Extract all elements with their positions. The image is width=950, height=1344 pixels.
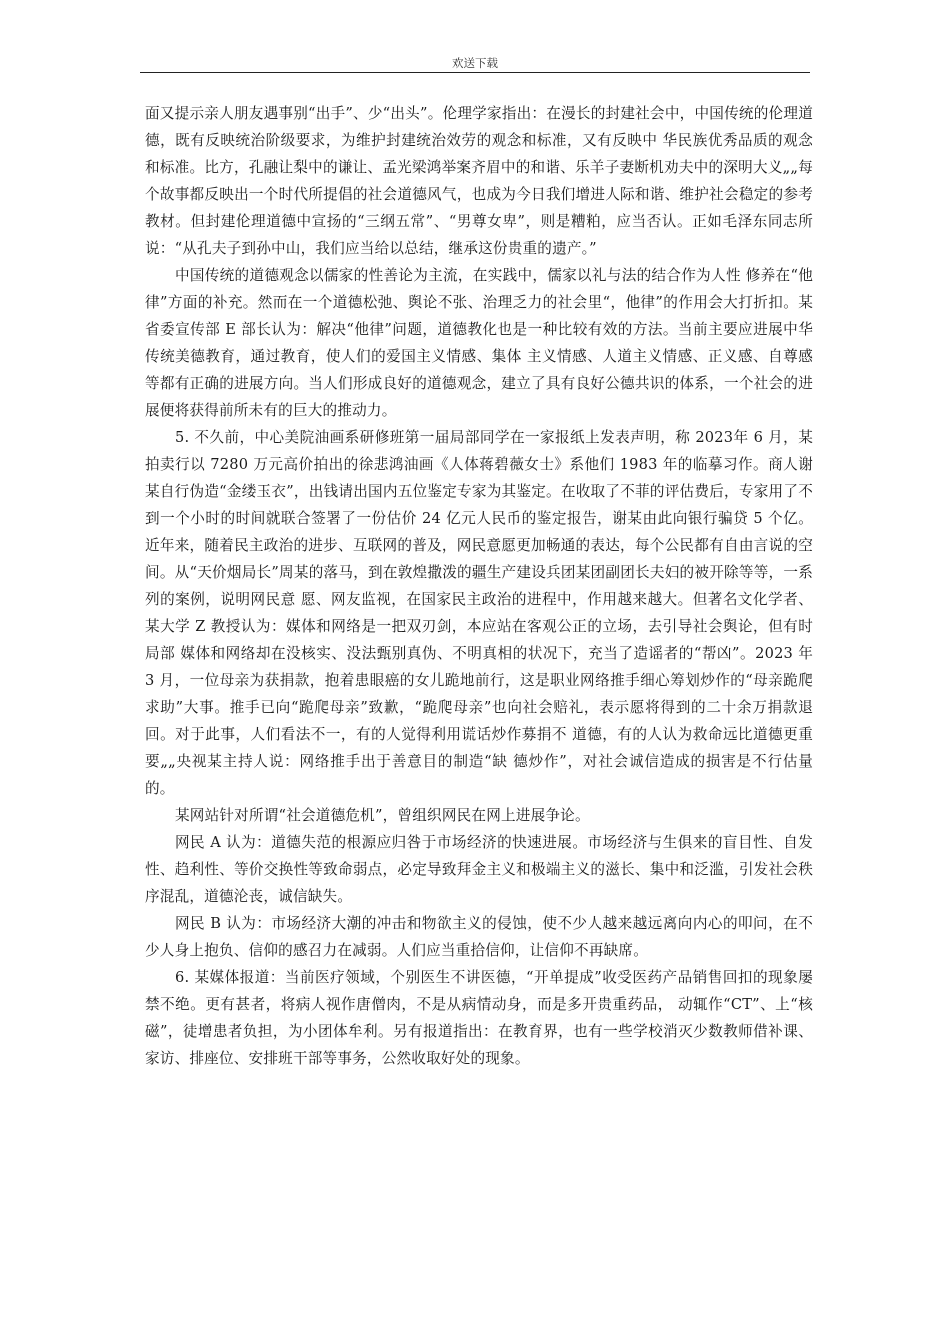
document-body xyxy=(145,100,813,1072)
paragraph-3: 5. 不久前，中心美院油画系研修班第一届局部同学在一家报纸上发表声明，称 2023年 6 月，某拍卖行以 7280 万元高价拍出的徐悲鸿油画《人体蒋碧薇女士》系他们 1983 年的临摹习作。商人谢某自行伪造“金缕玉衣”，出钱请出国内五位鉴定专家为其鉴定。在收取了不菲的评估费后，专家用了不到一个小时的时间就联合签署了一份估价 24 亿元人民币的鉴定报告，谢某由此向银行骗贷 5 个亿。近年来，随着民主政治的进步、互联网的普及，网民意愿更加畅通的表达，每个公民都有自由言说的空间。从“天价烟局长”周某的落马，到在敦煌撒泼的疆生产建设兵团某团副团长夫妇的被开除等等，一系列的案例，说明网民意 愿、网友监视，在国家民主政治的进程中，作用越来越大。但著名文化学者、某大学 Z 教授认为：媒体和网络是一把双刃剑，本应站在客观公正的立场，去引导社会舆论，但有时局部 媒体和网络却在没核实、没法甄别真伪、不明真相的状况下，充当了造谣者的“帮凶”。2023 年 3 月，一位母亲为获捐款，抱着患眼癌的女儿跪地前行，这是职业网络推手细心筹划炒作的“母亲跪爬求助”大事。推手已向“跪爬母亲”致歉，“跪爬母亲”也向社会赔礼，表示愿将得到的二十余万捐款退回。对于此事，人们看法不一，有的人觉得利用谎话炒作募捐不 道德，有的人认为救命远比道德更重要„„央视某主持人说：网络推手出于善意目的制造“缺 德炒作”，对社会诚信造成的损害是不行估量的。 xyxy=(145,429,813,797)
paragraph-2: 中国传统的道德观念以儒家的性善论为主流，在实践中，儒家以礼与法的结合作为人性 修养在“他律”方面的补充。然而在一个道德松弛、舆论不张、治理乏力的社会里“，他律”的作用会大打折扣。某省委宣传部 E 部长认为：解决“他律”问题，道德教化也是一种比较有效的方法。当前主要应进展中华传统美德教育，通过教育，使人们的爱国主义情感、集体 主义情感、人道主义情感、正义感、自尊感等都有正确的进展方向。当人们形成良好的道德观念，建立了具有良好公德共识的体系，一个社会的进展便将获得前所未有的巨大的推动力。 xyxy=(145,267,813,419)
paragraph-4: 某网站针对所谓“社会道德危机”，曾组织网民在网上进展争论。 xyxy=(175,807,590,824)
paragraph-1: 面又提示亲人朋友遇事别“出手”、少“出头”。伦理学家指出：在漫长的封建社会中，中国传统的伦理道德，既有反映统治阶级要求，为维护封建统治效劳的观念和标准，又有反映中 华民族优秀品质的观念和标准。比方，孔融让梨中的谦让、孟光梁鸿举案齐眉中的和谐、乐羊子妻断机劝夫中的深明大义„„每个故事都反映出一个时代所提倡的社会道德风气，也成为今日我们增进人际和谐、维护社会稳定的参考教材。但封建伦理道德中宣扬的“三纲五常”、“男尊女卑”，则是糟粕，应当否认。正如毛泽东同志所说：“从孔夫子到孙中山，我们应当给以总结，继承这份贵重的遗产。” xyxy=(145,105,813,257)
page-header xyxy=(140,56,810,73)
paragraph-5: 网民 A 认为：道德失范的根源应归咎于市场经济的快速进展。市场经济与生俱来的盲目性、自发性、趋利性、等价交换性等致命弱点，必定导致拜金主义和极端主义的滋长、集中和泛滥，引发社会秩序混乱，道德沦丧，诚信缺失。 xyxy=(145,834,813,905)
header-title: 欢送下载 xyxy=(452,56,498,70)
paragraph-7: 6. 某媒体报道：当前医疗领域，个别医生不讲医德，“开单提成”收受医药产品销售回扣的现象屡禁不绝。更有甚者，将病人视作唐僧肉，不是从病情动身，而是多开贵重药品， 动辄作“CT”、上“核磁”，徒增患者负担，为小团体牟利。另有报道指出：在教育界，也有一些学校消灭少数教师借补课、家访、排座位、安排班干部等事务，公然收取好处的现象。 xyxy=(145,969,813,1067)
paragraph-6: 网民 B 认为：市场经济大潮的冲击和物欲主义的侵蚀，使不少人越来越远离向内心的叩问，在不少人身上抱负、信仰的感召力在减弱。人们应当重拾信仰，让信仰不再缺席。 xyxy=(145,915,813,959)
